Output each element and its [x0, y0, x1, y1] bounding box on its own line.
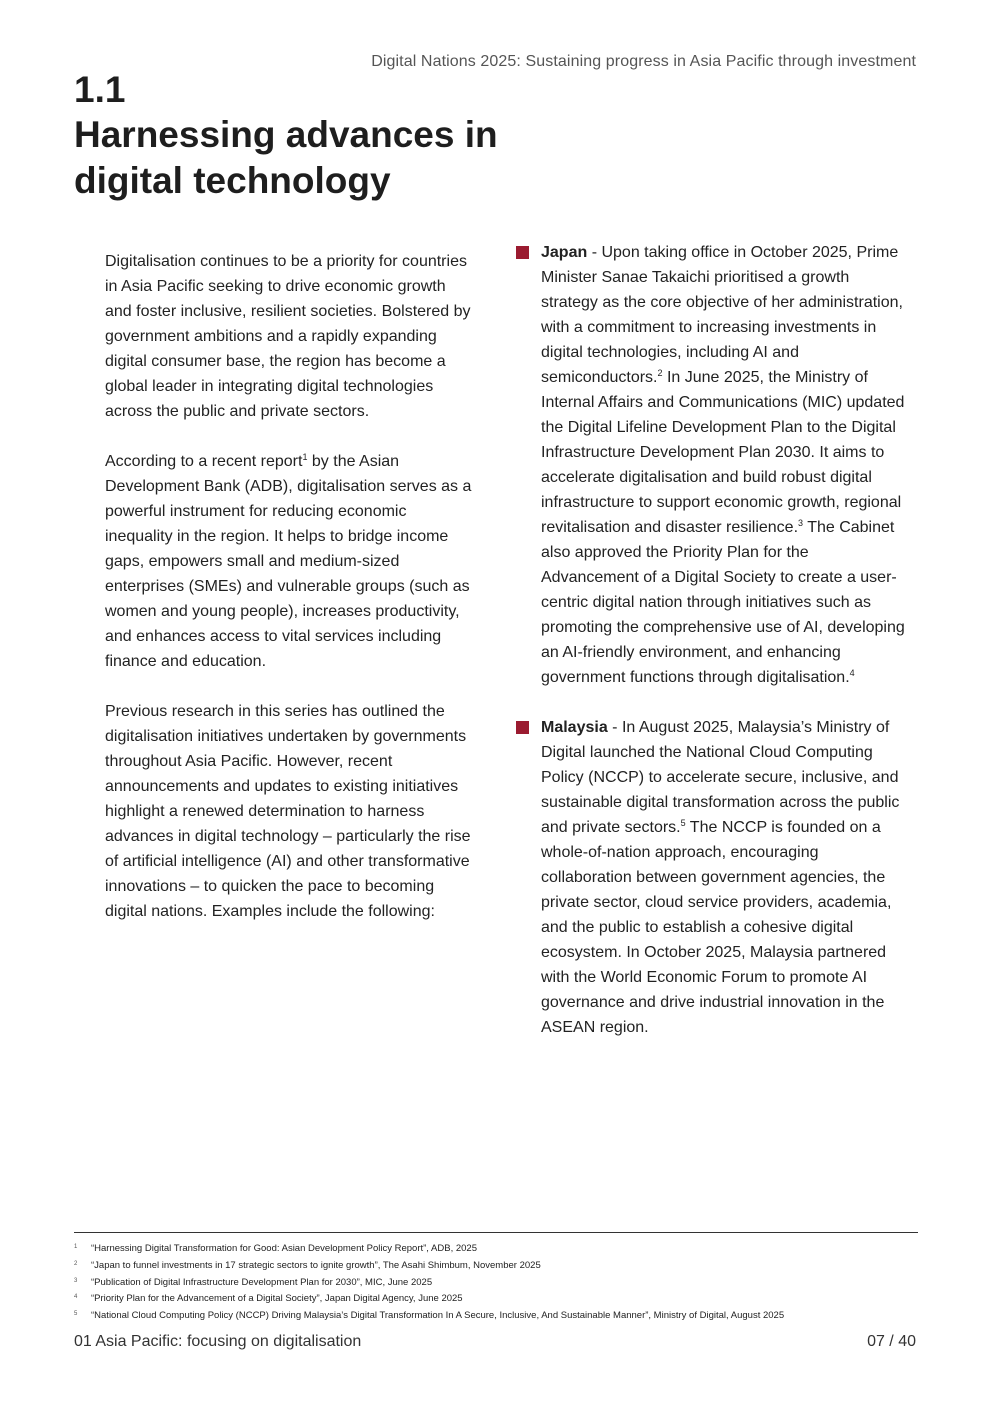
footnote-number: 2	[74, 1260, 78, 1267]
footnote-ref-3[interactable]: 3	[798, 518, 804, 528]
bullet-text: In June 2025, the Ministry of Internal Affairs and Communications (MIC) updated the Digital Lifeline Development Plan to the Digital Infrastructure Development Plan 2030. It aims to accelerate digitalisation and build robust digital infrastructure to support economic growth, regional revitalisation and disaster resilience.	[541, 369, 905, 536]
bullet-text: - In August 2025, Malaysia’s Ministry of Digital launched the National Cloud Computing Policy (NCCP) to accelerate secure, inclusive, and sustainable digital transformation across the public and private sectors.	[541, 719, 900, 836]
intro-paragraph-3: Previous research in this series has outlined the digitalisation initiatives undertaken by governments throughout Asia Pacific. However, recent announcements and updates to existing initiatives highlight a renewed determination to harness advances in digital technology – particularly the rise of artificial intelligence (AI) and other transformative innovations – to quicken the pace to becoming digital nations. Examples include the following:	[105, 703, 471, 920]
bullet-item-japan	[516, 240, 906, 690]
footnote-divider	[74, 1232, 918, 1233]
footnote-item	[74, 1258, 918, 1275]
intro-paragraph-1: Digitalisation continues to be a priority for countries in Asia Pacific seeking to drive economic growth and foster inclusive, resilient societies. Bolstered by government ambitions and a rapidly expanding digital consumer base, the region has become a global leader in integrating digital technologies across the public and private sectors.	[105, 253, 471, 420]
footnote-number: 4	[74, 1294, 78, 1301]
footnote-text: “Publication of Digital Infrastructure Development Plan for 2030”, MIC, June 2025	[91, 1276, 433, 1288]
footnote-item	[74, 1275, 918, 1292]
section-number: 1.1	[74, 69, 126, 110]
bullet-item-malaysia	[516, 715, 906, 1040]
footnote-number: 1	[74, 1244, 78, 1250]
footnote-text: “National Cloud Computing Policy (NCCP) Driving Malaysia’s Digital Transformation In A Secure, Inclusive, And Sustainable Manner”, Ministry of Digital, August 2025	[91, 1310, 785, 1322]
bullet-text: The Cabinet also approved the Priority Plan for the Advancement of a Digital Society to create a user-centric digital nation through initiatives such as promoting the comprehensive use of AI, developing an AI-friendly environment, and enhancing government functions through digitalisation.	[541, 519, 905, 686]
footnote-number: 3	[74, 1277, 78, 1284]
footnote-text: “Japan to funnel investments in 17 strategic sectors to ignite growth”, The Asahi Shimbum, November 2025	[91, 1259, 541, 1271]
footnote-item	[74, 1241, 918, 1258]
footnote-number: 5	[74, 1311, 78, 1318]
intro-column	[105, 249, 475, 949]
footnote-ref-5[interactable]: 5	[680, 818, 686, 828]
square-bullet-icon	[516, 721, 529, 734]
footnote-item	[74, 1291, 918, 1308]
paragraph-text: According to a recent report	[105, 453, 303, 470]
country-label: Japan	[541, 244, 588, 261]
paragraph-text: by the Asian Development Bank (ADB), digitalisation serves as a powerful instrument for reducing economic inequality in the region. It helps to bridge income gaps, empowers small and medium-sized enterprises (SMEs) and vulnerable groups (such as women and young people), increases productivity, and enhances access to vital services including finance and education.	[105, 453, 472, 670]
footer-chapter: 01 Asia Pacific: focusing on digitalisation	[74, 1333, 362, 1350]
footnote-text: “Priority Plan for the Advancement of a Digital Society”, Japan Digital Agency, June 2025	[91, 1293, 463, 1305]
footnote-ref-4[interactable]: 4	[849, 668, 855, 678]
page-title: Harnessing advances in digital technology	[74, 114, 498, 201]
footnotes-list	[74, 1241, 918, 1325]
intro-paragraph-2	[105, 449, 475, 674]
footnote-text: “Harnessing Digital Transformation for Good: Asian Development Policy Report”, ADB, 2025	[91, 1243, 477, 1254]
bullet-text: - Upon taking office in October 2025, Prime Minister Sanae Takaichi prioritised a growth strategy as the core objective of her administration, with a commitment to increasing investments in digital technologies, including AI and semiconductors.	[541, 244, 903, 386]
bullet-text: The NCCP is founded on a whole-of-nation approach, encouraging collaboration between government agencies, the private sector, cloud service providers, academia, and the public to establish a cohesive digital ecosystem. In October 2025, Malaysia partnered with the World Economic Forum to promote AI governance and drive industrial innovation in the ASEAN region.	[541, 819, 892, 1036]
examples-column	[516, 240, 906, 1065]
square-bullet-icon	[516, 246, 529, 259]
footnote-item	[74, 1308, 918, 1325]
page-number: 07 / 40	[867, 1333, 916, 1350]
footnote-ref-2[interactable]: 2	[657, 368, 663, 378]
footnote-ref-1[interactable]: 1	[302, 452, 308, 462]
running-header: Digital Nations 2025: Sustaining progress in Asia Pacific through investment	[371, 53, 916, 70]
country-label: Malaysia	[541, 719, 608, 736]
